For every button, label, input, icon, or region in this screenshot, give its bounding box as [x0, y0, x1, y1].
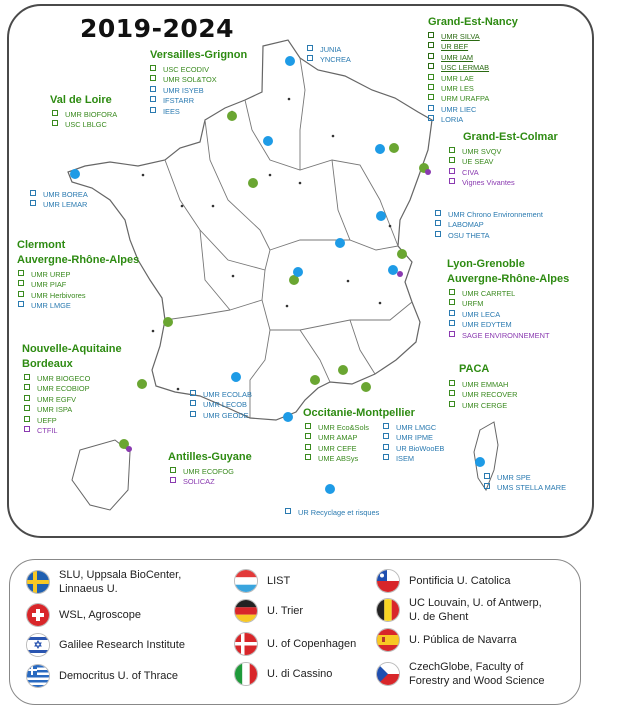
bullet-square-icon [305, 454, 311, 460]
unit-label: UMR GEODE [203, 410, 249, 420]
unit-item [428, 42, 489, 52]
bullet-square-icon [383, 454, 389, 460]
unit-label: OSU THETA [448, 230, 490, 240]
unit-label: USC LBLGC [65, 120, 107, 130]
legend-item-italy [234, 662, 332, 686]
unit-item [449, 320, 549, 330]
legend-label [267, 604, 303, 618]
unit-item [449, 157, 515, 167]
unit-item [428, 84, 489, 94]
unit-item [449, 331, 549, 341]
unit-label: CIVA [462, 167, 479, 177]
legend-label [267, 637, 356, 651]
unit-label: UMR BOREA [43, 190, 88, 199]
legend-item-belgium [376, 596, 542, 624]
region-title-colmar: Grand-Est-Colmar [463, 131, 558, 143]
bullet-square-icon [428, 105, 434, 111]
unit-label: SOLICAZ [183, 477, 215, 487]
unit-item [52, 110, 117, 120]
legend-label [409, 596, 542, 624]
units-lyon [449, 289, 549, 341]
unit-label: UE SEAV [462, 157, 494, 167]
unit-item [150, 86, 217, 96]
legend-label [267, 574, 290, 588]
unit-label: UMR ECOLAB [203, 390, 252, 399]
unit-item [449, 401, 517, 411]
unit-label: UMR ISYEB [163, 85, 204, 95]
unit-label: CTFIL [37, 426, 58, 436]
unit-label: UMR Eco&Sols [318, 423, 369, 432]
unit-label: UMR LMGC [396, 423, 437, 432]
unit-label: UMR SOL&TOX [163, 75, 217, 85]
units-clermont [18, 270, 86, 312]
unit-item [18, 291, 86, 301]
legend-label-line: Linnaeus U. [59, 583, 118, 595]
unit-label: UME ABSys [318, 454, 359, 464]
unit-item [285, 508, 379, 518]
region-title-paca: PACA [459, 363, 490, 375]
luxembourg-flag-icon [234, 569, 258, 593]
bullet-square-icon [24, 426, 30, 432]
unit-item [383, 454, 444, 464]
unit-item [449, 380, 517, 390]
bullet-square-icon [18, 291, 24, 297]
unit-label: UMR SVQV [462, 147, 502, 156]
unit-label: UMS STELLA MARE [497, 483, 566, 493]
bullet-square-icon [190, 390, 196, 396]
units-paca [449, 380, 517, 411]
bullet-square-icon [307, 55, 313, 61]
unit-item [150, 75, 217, 85]
unit-item [18, 270, 86, 280]
unit-item [150, 65, 217, 75]
unit-label: Vignes Vivantes [462, 178, 515, 188]
unit-label: UMR CERGE [462, 400, 508, 410]
bullet-square-icon [428, 115, 434, 121]
unit-item [428, 32, 489, 42]
legend-label-line: Galilee Research Institute [59, 639, 185, 651]
bullet-square-icon [435, 231, 441, 237]
units-besancon [435, 210, 543, 241]
units-antilles [170, 467, 234, 488]
legend-label [59, 568, 181, 596]
unit-item [190, 390, 252, 400]
switzerland-flag-icon [26, 603, 50, 627]
unit-item [307, 45, 351, 55]
unit-label: IEES [163, 106, 180, 116]
units-montpellier-left [305, 423, 369, 465]
units-colmar [449, 147, 515, 189]
bullet-square-icon [449, 310, 455, 316]
unit-item [24, 405, 90, 415]
bullet-square-icon [18, 270, 24, 276]
unit-label: UMR EGFV [37, 394, 77, 404]
bullet-square-icon [449, 401, 455, 407]
france-outline [68, 40, 432, 420]
bullet-square-icon [449, 289, 455, 295]
legend-label-line: U. di Cassino [267, 668, 333, 680]
legend-item-spain [376, 628, 517, 652]
unit-label: UMR ISPA [37, 405, 73, 415]
unit-label: UMR BIOFORA [65, 110, 118, 119]
unit-item [435, 220, 543, 230]
clermont-title-line1: Clermont [17, 239, 66, 251]
unit-label: SAGE ENVIRONNEMENT [462, 330, 550, 340]
lyon-title-line2: Auvergne-Rhône-Alpes [447, 273, 570, 285]
legend-label [59, 608, 141, 622]
unit-item [305, 444, 369, 454]
unit-item [24, 395, 90, 405]
bullet-square-icon [484, 473, 490, 479]
unit-label: UR Recyclage et risques [298, 508, 380, 517]
bullet-square-icon [170, 477, 176, 483]
units-loire [52, 110, 117, 131]
unit-label: UMR CEFE [318, 443, 357, 453]
unit-item [484, 473, 566, 483]
region-title-bordeaux [22, 342, 122, 372]
legend-label [59, 669, 178, 683]
bullet-square-icon [30, 190, 36, 196]
unit-label: UMR LIEC [441, 104, 477, 114]
units-corse [484, 473, 566, 494]
bullet-square-icon [150, 96, 156, 102]
unit-label: LABOMAP [448, 220, 484, 230]
legend-item-sweden [26, 568, 181, 596]
unit-label: UMR Herbivores [31, 290, 86, 300]
unit-item [52, 120, 117, 130]
unit-item [190, 400, 252, 410]
bullet-square-icon [428, 94, 434, 100]
bullet-square-icon [428, 42, 434, 48]
unit-label: UMR IAM [441, 52, 474, 62]
unit-label: UR BEF [441, 42, 469, 52]
unit-label: ISEM [396, 454, 415, 464]
unit-label: UMR PIAF [31, 280, 67, 290]
legend-label [267, 667, 332, 681]
unit-label: UMR Chrono Environnement [448, 210, 543, 219]
legend-label-line: UC Louvain, U. of Antwerp, [409, 597, 542, 609]
bullet-square-icon [428, 53, 434, 59]
unit-item [305, 454, 369, 464]
unit-item [428, 63, 489, 73]
unit-label: JUNIA [320, 45, 342, 54]
unit-label: UMR LECOB [203, 400, 247, 410]
chile-flag-icon [376, 569, 400, 593]
bullet-square-icon [305, 423, 311, 429]
unit-label: UMR LECA [462, 309, 501, 319]
legend-item-greece [26, 664, 178, 688]
legend-item-germany [234, 599, 303, 623]
unit-item [449, 390, 517, 400]
greece-flag-icon [26, 664, 50, 688]
unit-label: UMR ECOBIOP [37, 384, 90, 394]
unit-item [383, 433, 444, 443]
region-title-nancy: Grand-Est-Nancy [428, 16, 518, 28]
unit-label: IFSTARR [163, 96, 195, 106]
unit-label: UMR SILVA [441, 32, 480, 41]
year-title: 2019-2024 [80, 14, 235, 43]
unit-item [30, 190, 88, 200]
bullet-square-icon [449, 390, 455, 396]
unit-label: UMR EMMAH [462, 380, 509, 389]
unit-item [449, 178, 515, 188]
bullet-square-icon [383, 433, 389, 439]
unit-label: UMR LES [441, 84, 474, 94]
unit-item [383, 444, 444, 454]
bullet-square-icon [18, 301, 24, 307]
bullet-square-icon [150, 75, 156, 81]
bullet-square-icon [285, 508, 291, 514]
unit-item [305, 423, 369, 433]
legend-item-luxembourg [234, 569, 290, 593]
unit-label: USC ECODIV [163, 65, 209, 74]
legend-label-line: U. of Copenhagen [267, 638, 357, 650]
region-title-versailles: Versailles-Grignon [150, 49, 248, 61]
unit-label: UMR EDYTEM [462, 320, 512, 330]
bullet-square-icon [435, 210, 441, 216]
region-title-loire: Val de Loire [50, 94, 112, 106]
legend-label [59, 638, 185, 652]
units-brest [30, 190, 88, 211]
germany-flag-icon [234, 599, 258, 623]
bullet-square-icon [24, 416, 30, 422]
unit-item [435, 210, 543, 220]
bullet-square-icon [150, 107, 156, 113]
bullet-square-icon [190, 400, 196, 406]
unit-item [24, 426, 90, 436]
unit-item [383, 423, 444, 433]
bullet-square-icon [24, 395, 30, 401]
bordeaux-title-line2: Bordeaux [22, 358, 73, 370]
legend-label-line: LIST [267, 575, 291, 587]
bullet-square-icon [449, 178, 455, 184]
legend-item-czech [376, 660, 545, 688]
bullet-square-icon [449, 331, 455, 337]
unit-label: UMR LMGE [31, 301, 71, 311]
region-title-antilles: Antilles-Guyane [168, 451, 252, 463]
unit-item [24, 384, 90, 394]
legend-label [409, 574, 511, 588]
bullet-square-icon [305, 433, 311, 439]
legend-label-line: U. de Ghent [409, 611, 469, 623]
units-paris [307, 45, 351, 66]
unit-item [449, 168, 515, 178]
bullet-square-icon [449, 168, 455, 174]
bullet-square-icon [170, 467, 176, 473]
unit-item [428, 115, 489, 125]
unit-item [449, 299, 549, 309]
sweden-flag-icon [26, 570, 50, 594]
bullet-square-icon [24, 384, 30, 390]
unit-item [484, 483, 566, 493]
bullet-square-icon [383, 423, 389, 429]
bullet-square-icon [52, 110, 58, 116]
unit-item [428, 74, 489, 84]
bullet-square-icon [24, 374, 30, 380]
bullet-square-icon [150, 86, 156, 92]
italy-flag-icon [234, 662, 258, 686]
czech-flag-icon [376, 662, 400, 686]
bullet-square-icon [449, 157, 455, 163]
denmark-flag-icon [234, 632, 258, 656]
unit-item [30, 200, 88, 210]
unit-item [428, 53, 489, 63]
units-versailles [150, 65, 217, 117]
bullet-square-icon [18, 280, 24, 286]
unit-label: UMR CARRTEL [462, 289, 516, 298]
legend-label [409, 633, 517, 647]
unit-label: UMR ECOFOG [183, 467, 234, 476]
bullet-square-icon [190, 411, 196, 417]
units-reunion [285, 508, 379, 518]
bullet-square-icon [305, 444, 311, 450]
bullet-square-icon [484, 483, 490, 489]
bullet-square-icon [428, 74, 434, 80]
unit-item [305, 433, 369, 443]
bullet-square-icon [24, 405, 30, 411]
unit-label: YNCREA [320, 55, 351, 65]
bordeaux-title-line1: Nouvelle-Aquitaine [22, 343, 122, 355]
unit-item [449, 147, 515, 157]
units-bordeaux [24, 374, 90, 436]
unit-label: UMR RECOVER [462, 390, 518, 400]
unit-item [24, 416, 90, 426]
legend-item-israel [26, 633, 185, 657]
bullet-square-icon [52, 120, 58, 126]
spain-flag-icon [376, 628, 400, 652]
unit-item [18, 280, 86, 290]
lyon-title-line1: Lyon-Grenoble [447, 258, 525, 270]
unit-item [449, 310, 549, 320]
unit-label: UMR LAE [441, 73, 474, 83]
bullet-square-icon [449, 320, 455, 326]
legend-label-line: WSL, Agroscope [59, 609, 141, 621]
bullet-square-icon [428, 63, 434, 69]
unit-item [428, 94, 489, 104]
unit-item [170, 467, 234, 477]
unit-label: UR BioWooEB [396, 443, 445, 453]
region-title-lyon [447, 257, 569, 287]
unit-item [18, 301, 86, 311]
unit-item [449, 289, 549, 299]
bullet-square-icon [428, 84, 434, 90]
bullet-square-icon [449, 380, 455, 386]
unit-label: USC LERMAB [441, 63, 490, 73]
unit-item [428, 105, 489, 115]
unit-label: UMR LEMAR [43, 200, 88, 210]
units-toulouse [190, 390, 252, 421]
legend-label-line: SLU, Uppsala BioCenter, [59, 569, 182, 581]
region-title-clermont [17, 238, 139, 268]
legend-label [409, 660, 545, 688]
unit-label: UMR UREP [31, 270, 71, 279]
clermont-title-line2: Auvergne-Rhône-Alpes [17, 254, 140, 266]
unit-label: URM URAFPA [441, 94, 490, 104]
bullet-square-icon [449, 299, 455, 305]
unit-label: UMR BIOGECO [37, 374, 91, 383]
unit-item [307, 55, 351, 65]
legend-item-switzerland [26, 603, 141, 627]
unit-label: UMR AMAP [318, 433, 358, 443]
israel-flag-icon [26, 633, 50, 657]
unit-item [170, 477, 234, 487]
legend-label-line: U. Trier [267, 605, 304, 617]
bullet-square-icon [30, 200, 36, 206]
unit-item [150, 96, 217, 106]
bullet-square-icon [449, 147, 455, 153]
legend-item-denmark [234, 632, 356, 656]
bullet-square-icon [428, 32, 434, 38]
unit-item [150, 107, 217, 117]
legend-label-line: Pontificia U. Catolica [409, 575, 511, 587]
bullet-square-icon [435, 220, 441, 226]
bullet-square-icon [383, 444, 389, 450]
unit-item [190, 411, 252, 421]
unit-label: UMR SPE [497, 473, 531, 482]
legend-label-line: CzechGlobe, Faculty of [409, 661, 524, 673]
unit-label: LORIA [441, 115, 464, 125]
legend-label-line: U. Pública de Navarra [409, 634, 517, 646]
legend-label-line: Forestry and Wood Science [409, 675, 545, 687]
belgium-flag-icon [376, 598, 400, 622]
guyane-outline [72, 440, 130, 510]
unit-label: UEFP [37, 415, 57, 425]
bullet-square-icon [150, 65, 156, 71]
legend-label-line: Democritus U. of Thrace [59, 670, 179, 682]
units-montpellier-right [383, 423, 444, 465]
unit-item [24, 374, 90, 384]
bullet-square-icon [307, 45, 313, 51]
unit-item [435, 231, 543, 241]
region-title-montpellier: Occitanie-Montpellier [303, 407, 415, 419]
unit-label: URFM [462, 299, 484, 309]
units-nancy [428, 32, 489, 126]
unit-label: UMR IPME [396, 433, 433, 443]
legend-item-chile [376, 569, 511, 593]
